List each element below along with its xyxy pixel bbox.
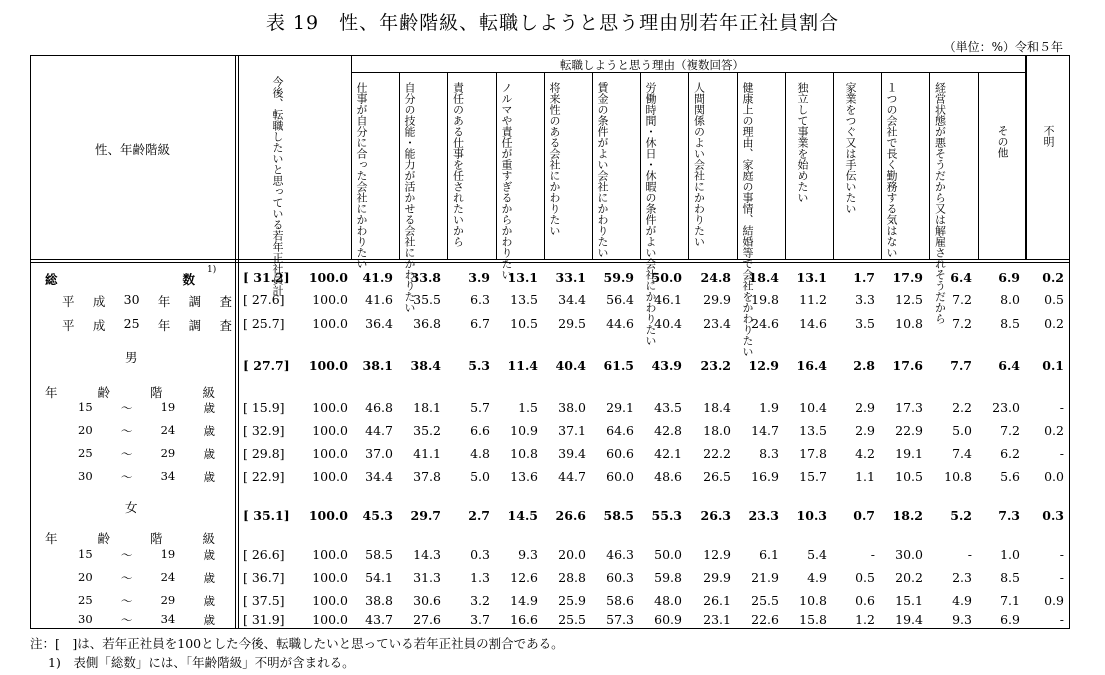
cell-value: 60.9 <box>654 612 682 627</box>
cell-value: 7.4 <box>952 446 972 461</box>
cell-value: 60.6 <box>606 446 634 461</box>
cell-value: 38.1 <box>362 358 393 373</box>
cell-value: 0.5 <box>1044 292 1064 307</box>
row-label: 30 ～ 34 歳 <box>78 469 215 484</box>
cell-value: 44.6 <box>606 316 634 331</box>
cell-value: 7.7 <box>950 358 972 373</box>
cell-value: 30.0 <box>895 547 923 562</box>
total-value: 100.0 <box>312 316 348 331</box>
cell-value: 48.6 <box>654 469 682 484</box>
cell-value: 23.2 <box>700 358 731 373</box>
header-reason-group: 転職しようと思う理由（複数回答） <box>560 58 744 72</box>
total-value: 100.0 <box>308 358 348 373</box>
total-value: 100.0 <box>312 612 348 627</box>
cell-value: 37.0 <box>365 446 393 461</box>
total-value: 100.0 <box>312 547 348 562</box>
cell-value: 7.2 <box>952 316 972 331</box>
cell-value: 6.3 <box>470 292 490 307</box>
cell-value: 46.8 <box>365 400 393 415</box>
cell-value: 12.6 <box>510 570 538 585</box>
cell-value: 3.9 <box>468 270 490 285</box>
row-label: 15 ～ 19 歳 <box>78 400 215 415</box>
cell-value: 6.4 <box>950 270 972 285</box>
cell-value: 56.4 <box>606 292 634 307</box>
cell-value: 12.9 <box>703 547 731 562</box>
stub-header: 性、年齢階級 <box>95 142 171 157</box>
cell-value: 28.8 <box>558 570 586 585</box>
cell-value: 8.3 <box>759 446 779 461</box>
cell-value: 0.3 <box>470 547 490 562</box>
cell-value: 33.1 <box>555 270 586 285</box>
cell-value: 58.5 <box>365 547 393 562</box>
cell-value: 38.8 <box>365 593 393 608</box>
cell-value: 4.9 <box>952 593 972 608</box>
cell-value: 38.4 <box>410 358 441 373</box>
header-reason-12: １つの会社で長く勤務する気はない <box>885 82 898 258</box>
age-group-label-female: 年 齢 階 級 <box>45 531 215 546</box>
bracket-value: [ 36.7] <box>243 570 285 585</box>
cell-value: - <box>1059 612 1064 627</box>
header-reason-13: 経営状態が悪そうだから又は解雇されそうだから <box>933 82 947 324</box>
row-label: 25 ～ 29 歳 <box>78 446 215 461</box>
cell-value: 23.1 <box>703 612 731 627</box>
header-reason-3: 責任のある仕事を任されたいから <box>451 82 465 247</box>
cell-value: 14.6 <box>799 316 827 331</box>
bracket-value: [ 37.5] <box>243 593 285 608</box>
cell-value: 37.8 <box>413 469 441 484</box>
cell-value: 1.9 <box>759 400 779 415</box>
cell-value: 58.6 <box>606 593 634 608</box>
bracket-value: [ 31.9] <box>243 612 285 627</box>
cell-value: - <box>870 547 875 562</box>
bracket-value: [ 29.8] <box>243 446 285 461</box>
cell-value: 59.8 <box>654 570 682 585</box>
bracket-value: [ 22.9] <box>243 469 285 484</box>
cell-value: 30.6 <box>413 593 441 608</box>
cell-value: 13.5 <box>799 423 827 438</box>
total-value: 100.0 <box>312 570 348 585</box>
cell-value: 6.9 <box>1000 612 1020 627</box>
cell-value: 42.1 <box>654 446 682 461</box>
cell-value: 2.8 <box>853 358 875 373</box>
cell-value: 18.0 <box>703 423 731 438</box>
cell-value: 37.1 <box>558 423 586 438</box>
cell-value: 41.9 <box>362 270 393 285</box>
cell-value: 0.9 <box>1044 593 1064 608</box>
header-reason-10: 独立して事業を始めたい <box>796 82 809 203</box>
cell-value: 5.2 <box>950 508 972 523</box>
cell-value: 22.2 <box>703 446 731 461</box>
cell-value: 14.7 <box>751 423 779 438</box>
cell-value: 50.0 <box>651 270 682 285</box>
cell-value: 5.6 <box>1000 469 1020 484</box>
cell-value: 26.6 <box>555 508 586 523</box>
cell-value: 8.5 <box>1000 570 1020 585</box>
cell-value: 5.3 <box>468 358 490 373</box>
cell-value: 18.4 <box>703 400 731 415</box>
cell-value: 24.8 <box>700 270 731 285</box>
cell-value: 18.1 <box>413 400 441 415</box>
cell-value: 26.3 <box>700 508 731 523</box>
cell-value: 39.4 <box>558 446 586 461</box>
cell-value: 0.2 <box>1044 316 1064 331</box>
cell-value: 46.3 <box>606 547 634 562</box>
cell-value: 2.7 <box>468 508 490 523</box>
bracket-value: [ 26.6] <box>243 547 285 562</box>
cell-value: 9.3 <box>952 612 972 627</box>
cell-value: 20.2 <box>895 570 923 585</box>
cell-value: 64.6 <box>606 423 634 438</box>
cell-value: 59.9 <box>603 270 634 285</box>
cell-value: - <box>967 547 972 562</box>
total-value: 100.0 <box>308 508 348 523</box>
cell-value: 0.6 <box>855 593 875 608</box>
bracket-value: [ 35.1] <box>243 508 290 523</box>
cell-value: 14.3 <box>413 547 441 562</box>
cell-value: 38.0 <box>558 400 586 415</box>
header-reason-1: 仕事が自分に合った会社にかわりたい <box>355 82 368 269</box>
row-label: 15 ～ 19 歳 <box>78 547 215 562</box>
row-label: 平 成 30 年 調 査 <box>62 292 232 309</box>
cell-value: 13.6 <box>510 469 538 484</box>
cell-value: 13.5 <box>510 292 538 307</box>
bracket-value: [ 27.7] <box>243 358 290 373</box>
cell-value: 10.8 <box>799 593 827 608</box>
cell-value: 43.9 <box>651 358 682 373</box>
header-reason-11: 家業をつぐ又は手伝いたい <box>844 82 857 214</box>
cell-value: 11.4 <box>507 358 538 373</box>
total-value: 100.0 <box>312 400 348 415</box>
cell-value: 4.8 <box>470 446 490 461</box>
cell-value: 25.5 <box>751 593 779 608</box>
cell-value: 3.3 <box>855 292 875 307</box>
row-label: 20 ～ 24 歳 <box>78 423 215 438</box>
cell-value: 2.2 <box>952 400 972 415</box>
cell-value: - <box>1059 400 1064 415</box>
row-label: 総 数 <box>45 272 195 287</box>
cell-value: 35.5 <box>413 292 441 307</box>
total-value: 100.0 <box>312 593 348 608</box>
cell-value: 16.9 <box>751 469 779 484</box>
header-current-intention: 今後、転職したいと思っている若年正社員計 <box>271 76 284 296</box>
header-reason-15: 不明 <box>1042 125 1055 147</box>
header-reason-2: 自分の技能・能力が活かせる会社にかわりたい <box>403 82 416 313</box>
cell-value: 34.4 <box>558 292 586 307</box>
cell-value: 29.7 <box>410 508 441 523</box>
total-value: 100.0 <box>312 469 348 484</box>
header-reason-7: 労働時間・休日・休暇の条件がよい会社にかわりたい <box>644 82 657 346</box>
cell-value: 7.2 <box>952 292 972 307</box>
total-value: 100.0 <box>312 446 348 461</box>
cell-value: 0.7 <box>853 508 875 523</box>
cell-value: 19.8 <box>751 292 779 307</box>
cell-value: 36.8 <box>413 316 441 331</box>
cell-value: 10.4 <box>799 400 827 415</box>
cell-value: 44.7 <box>558 469 586 484</box>
cell-value: - <box>1059 446 1064 461</box>
cell-value: 29.9 <box>703 292 731 307</box>
cell-value: 20.0 <box>558 547 586 562</box>
cell-value: 27.6 <box>413 612 441 627</box>
cell-value: 48.0 <box>654 593 682 608</box>
cell-value: 26.1 <box>703 593 731 608</box>
row-label: 平 成 25 年 調 査 <box>62 316 232 333</box>
cell-value: 13.1 <box>507 270 538 285</box>
cell-value: 43.7 <box>365 612 393 627</box>
cell-value: 1.5 <box>518 400 538 415</box>
row-label: 25 ～ 29 歳 <box>78 593 215 608</box>
cell-value: 16.6 <box>510 612 538 627</box>
cell-value: 14.5 <box>507 508 538 523</box>
cell-value: 10.5 <box>895 469 923 484</box>
cell-value: 23.3 <box>748 508 779 523</box>
cell-value: 0.1 <box>1042 358 1064 373</box>
cell-value: 22.9 <box>895 423 923 438</box>
cell-value: 40.4 <box>555 358 586 373</box>
age-group-label-male: 年 齢 階 級 <box>45 385 215 400</box>
cell-value: 42.8 <box>654 423 682 438</box>
cell-value: 60.3 <box>606 570 634 585</box>
cell-value: 22.6 <box>751 612 779 627</box>
cell-value: 1.2 <box>855 612 875 627</box>
cell-value: 41.6 <box>365 292 393 307</box>
cell-value: 4.2 <box>855 446 875 461</box>
cell-value: 34.4 <box>365 469 393 484</box>
cell-value: 4.9 <box>807 570 827 585</box>
cell-value: 41.1 <box>413 446 441 461</box>
cell-value: 1.3 <box>470 570 490 585</box>
header-reason-9: 健康上の理由、家庭の事情、結婚等で会社をかわりたい <box>741 82 754 357</box>
cell-value: 1.7 <box>853 270 875 285</box>
cell-value: 23.0 <box>992 400 1020 415</box>
table-title: 表 19 性、年齢階級、転職しようと思う理由別若年正社員割合 <box>265 12 840 34</box>
cell-value: 5.4 <box>807 547 827 562</box>
cell-value: 3.7 <box>470 612 490 627</box>
cell-value: 17.9 <box>892 270 923 285</box>
cell-value: 3.5 <box>855 316 875 331</box>
cell-value: 1.1 <box>855 469 875 484</box>
cell-value: 9.3 <box>518 547 538 562</box>
cell-value: 50.0 <box>654 547 682 562</box>
cell-value: 36.4 <box>365 316 393 331</box>
bracket-value: [ 27.6] <box>243 292 285 307</box>
cell-value: 5.7 <box>470 400 490 415</box>
cell-value: 14.9 <box>510 593 538 608</box>
cell-value: 8.0 <box>1000 292 1020 307</box>
header-reason-4: ノルマや責任が重すぎるからかわりたい <box>500 82 513 280</box>
cell-value: 6.1 <box>759 547 779 562</box>
cell-value: 10.8 <box>510 446 538 461</box>
header-reason-6: 賃金の条件がよい会社にかわりたい <box>596 82 609 258</box>
footnote-marker: 1) <box>207 265 217 275</box>
cell-value: 0.3 <box>1042 508 1064 523</box>
cell-value: 8.5 <box>1000 316 1020 331</box>
cell-value: 58.5 <box>603 508 634 523</box>
cell-value: 10.9 <box>510 423 538 438</box>
bracket-value: [ 31.2] <box>243 270 290 285</box>
cell-value: 25.5 <box>558 612 586 627</box>
cell-value: 18.4 <box>748 270 779 285</box>
row-label: 20 ～ 24 歳 <box>78 570 215 585</box>
cell-value: 10.8 <box>895 316 923 331</box>
header-reason-14: その他 <box>996 125 1009 158</box>
cell-value: 17.6 <box>892 358 923 373</box>
cell-value: 7.3 <box>998 508 1020 523</box>
cell-value: 31.3 <box>413 570 441 585</box>
cell-value: 29.5 <box>558 316 586 331</box>
cell-value: 19.4 <box>895 612 923 627</box>
cell-value: 54.1 <box>365 570 393 585</box>
cell-value: 7.1 <box>1000 593 1020 608</box>
cell-value: 16.4 <box>796 358 827 373</box>
bracket-value: [ 32.9] <box>243 423 285 438</box>
total-value: 100.0 <box>308 270 348 285</box>
cell-value: 33.8 <box>410 270 441 285</box>
cell-value: 2.9 <box>855 400 875 415</box>
bracket-value: [ 25.7] <box>243 316 285 331</box>
total-value: 100.0 <box>312 423 348 438</box>
cell-value: 60.0 <box>606 469 634 484</box>
cell-value: 29.1 <box>606 400 634 415</box>
cell-value: 45.3 <box>362 508 393 523</box>
cell-value: 0.2 <box>1044 423 1064 438</box>
cell-value: 15.1 <box>895 593 923 608</box>
cell-value: 11.2 <box>799 292 827 307</box>
cell-value: 12.5 <box>895 292 923 307</box>
cell-value: 10.3 <box>796 508 827 523</box>
cell-value: 25.9 <box>558 593 586 608</box>
cell-value: 10.8 <box>944 469 972 484</box>
footnote-bracket: 注：[ ]は、若年正社員を100とした今後、転職したいと思っている若年正社員の割合である。 <box>30 636 564 651</box>
unit-note: （単位：%）令和５年 <box>943 40 1063 54</box>
cell-value: 7.2 <box>1000 423 1020 438</box>
cell-value: 2.9 <box>855 423 875 438</box>
cell-value: 17.8 <box>799 446 827 461</box>
cell-value: 6.4 <box>998 358 1020 373</box>
cell-value: 18.2 <box>892 508 923 523</box>
header-reason-8: 人間関係のよい会社にかわりたい <box>692 82 706 247</box>
cell-value: 15.7 <box>799 469 827 484</box>
cell-value: 6.9 <box>998 270 1020 285</box>
cell-value: 10.5 <box>510 316 538 331</box>
cell-value: 29.9 <box>703 570 731 585</box>
cell-value: 40.4 <box>654 316 682 331</box>
cell-value: 23.4 <box>703 316 731 331</box>
cell-value: 6.2 <box>1000 446 1020 461</box>
cell-value: 13.1 <box>796 270 827 285</box>
cell-value: 6.7 <box>470 316 490 331</box>
row-label: 女 <box>125 500 138 515</box>
cell-value: 35.2 <box>413 423 441 438</box>
cell-value: - <box>1059 547 1064 562</box>
cell-value: 6.6 <box>470 423 490 438</box>
cell-value: 0.0 <box>1044 469 1064 484</box>
cell-value: 19.1 <box>895 446 923 461</box>
cell-value: 12.9 <box>748 358 779 373</box>
cell-value: 21.9 <box>751 570 779 585</box>
cell-value: 5.0 <box>470 469 490 484</box>
cell-value: 61.5 <box>603 358 634 373</box>
cell-value: 43.5 <box>654 400 682 415</box>
cell-value: 2.3 <box>952 570 972 585</box>
cell-value: 55.3 <box>651 508 682 523</box>
cell-value: 0.5 <box>855 570 875 585</box>
cell-value: 5.0 <box>952 423 972 438</box>
bracket-value: [ 15.9] <box>243 400 285 415</box>
row-label: 男 <box>125 350 138 365</box>
cell-value: 57.3 <box>606 612 634 627</box>
footnote-1: 1) 表側「総数」には、「年齢階級」不明が含まれる。 <box>48 655 355 670</box>
cell-value: 26.5 <box>703 469 731 484</box>
header-reason-5: 将来性のある会社にかわりたい <box>548 82 561 236</box>
cell-value: 15.8 <box>799 612 827 627</box>
row-label: 30 ～ 34 歳 <box>78 612 215 627</box>
total-value: 100.0 <box>312 292 348 307</box>
cell-value: 1.0 <box>1000 547 1020 562</box>
cell-value: 3.2 <box>470 593 490 608</box>
cell-value: 44.7 <box>365 423 393 438</box>
cell-value: 0.2 <box>1042 270 1064 285</box>
cell-value: 46.1 <box>654 292 682 307</box>
cell-value: - <box>1059 570 1064 585</box>
cell-value: 17.3 <box>895 400 923 415</box>
cell-value: 24.6 <box>751 316 779 331</box>
